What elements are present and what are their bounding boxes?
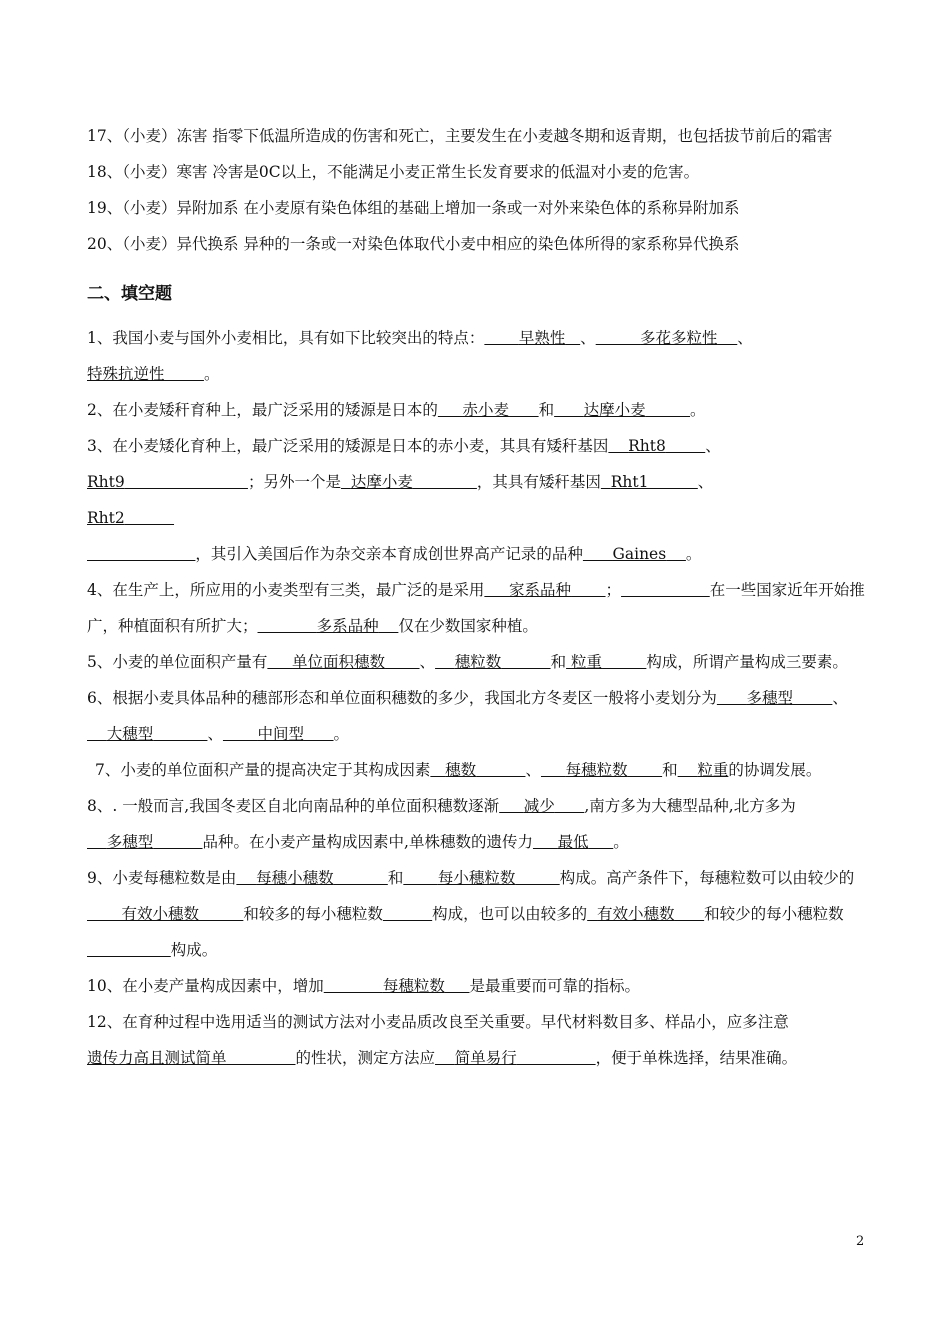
answer-blank (341, 473, 477, 491)
text-run: 、 (832, 689, 848, 707)
text-run: 构成。高产条件下，每穗粒数可以由较少的 (559, 869, 855, 887)
answer-blank (435, 1049, 596, 1067)
page-number: 2 (856, 1234, 865, 1249)
text-run: 早熟性 (518, 329, 566, 347)
text-run: Gaines (612, 545, 667, 563)
text-run: ，其引入美国后作为杂交亲本育成创世界高产记录的品种 (195, 545, 583, 563)
answer-blank (484, 329, 580, 347)
text-run: Rht1 (610, 473, 649, 491)
text-run: 和 (538, 401, 555, 419)
question-5 (87, 644, 865, 680)
answer-blank (87, 365, 204, 383)
question-6 (87, 680, 865, 752)
text-run: 、 (697, 473, 714, 491)
text-run: 。 (613, 833, 629, 851)
answer-blank (608, 437, 705, 455)
question-3 (87, 428, 865, 572)
text-run: 仅在少数国家种植。 (398, 617, 538, 635)
text-run: 简单易行 (454, 1049, 517, 1067)
answer-blank (484, 581, 605, 599)
text-run: 12、在育种过程中选用适当的测试方法对小麦品质改良至关重要。早代材料数目多、样品小，应多注意 (87, 1013, 789, 1031)
answer-blank (87, 941, 171, 959)
text-run: 构成，也可以由较多的 (432, 905, 588, 923)
answer-blank (87, 473, 248, 491)
question-2 (87, 392, 865, 428)
text-run: 9、小麦每穗粒数是由 (87, 869, 237, 887)
text-run: 4、在生产上，所应用的小麦类型有三类，最广泛的是采用 (87, 581, 485, 599)
text-run: 达摩小麦 (350, 473, 413, 491)
answer-blank (583, 545, 686, 563)
text-run: 在一些国家近年开始推广，种植面积有所扩大； (87, 581, 865, 635)
text-run: 多花多粒性 (640, 329, 718, 347)
question-1 (87, 320, 865, 392)
text-run: 、 (525, 761, 541, 779)
answer-blank (267, 653, 419, 671)
question-12 (87, 1004, 865, 1076)
term-20: 20、（小麦）异代换系 异种的一条或一对染色体取代小麦中相应的染色体所得的家系称异代换系 (87, 235, 740, 253)
text-run: 穗粒数 (454, 653, 502, 671)
text-run: 和较少的每小穗粒数 (704, 905, 844, 923)
text-run: 每穗粒数 (382, 977, 445, 995)
text-run: 粒重 (697, 761, 729, 779)
answer-blank (438, 401, 539, 419)
text-run: 多系品种 (316, 617, 379, 635)
answer-blank (403, 869, 559, 887)
text-run: 多穗型 (746, 689, 793, 707)
answer-blank (324, 977, 470, 995)
answer-blank (87, 905, 243, 923)
answer-blank (541, 761, 662, 779)
text-run: 减少 (523, 797, 555, 815)
text-run: 特殊抗逆性 (87, 365, 165, 383)
answer-blank (87, 545, 195, 563)
answer-blank (435, 653, 551, 671)
answer-blank (87, 509, 174, 527)
text-run: 有效小穗数 (597, 905, 675, 923)
question-7 (87, 752, 865, 788)
question-4 (87, 572, 865, 644)
text-run: ； (605, 581, 622, 599)
answer-blank (554, 401, 690, 419)
text-run: 、 (419, 653, 436, 671)
answer-blank (87, 725, 207, 743)
text-run: 、 (580, 329, 596, 347)
text-run: 。 (333, 725, 350, 743)
text-run: 、 (737, 329, 753, 347)
text-run: 每穗粒数 (565, 761, 628, 779)
text-run: ；另外一个是 (247, 473, 341, 491)
text-run: 大穗型 (106, 725, 154, 743)
text-run: 遗传力高且测试简单 (87, 1049, 227, 1067)
section-title: 二、填空题 (87, 284, 172, 304)
text-run: 。 (685, 545, 702, 563)
text-run: 5、小麦的单位面积产量有 (87, 653, 268, 671)
answer-blank (383, 905, 432, 923)
term-17: 17、（小麦）冻害 指零下低温所造成的伤害和死亡，主要发生在小麦越冬期和返青期，也包括拔节前后的霜害 (87, 127, 833, 145)
question-10 (87, 968, 865, 1004)
text-run: 。 (203, 365, 220, 383)
text-run: 。 (690, 401, 706, 419)
text-run: 和较多的每小穗粒数 (243, 905, 383, 923)
text-run: 粒重 (571, 653, 603, 671)
text-run: 穗数 (445, 761, 477, 779)
text-run: Rht9 (87, 473, 125, 491)
answer-blank (621, 581, 710, 599)
text-run: 品种。在小麦产量构成因素中,单株穗数的遗传力 (202, 833, 533, 851)
text-run: 有效小穗数 (121, 905, 200, 923)
answer-blank (499, 797, 584, 815)
text-run: 6、根据小麦具体品种的穗部形态和单位面积穗数的多少，我国北方冬麦区一般将小麦划分为 (87, 689, 717, 707)
answer-blank (587, 905, 704, 923)
text-run: ，其具有矮秆基因 (476, 473, 601, 491)
answer-blank (601, 473, 698, 491)
text-run: 和 (662, 761, 678, 779)
text-run: 赤小麦 (462, 401, 510, 419)
answer-blank (566, 653, 646, 671)
text-run: 每小穗粒数 (437, 869, 516, 887)
answer-blank (596, 329, 738, 347)
text-run: 的性状，测定方法应 (295, 1049, 436, 1067)
answer-blank (87, 1049, 296, 1067)
text-run: 、 (705, 437, 721, 455)
text-run: 家系品种 (509, 581, 572, 599)
term-18: 18、（小麦）寒害 冷害是0C以上，不能满足小麦正常生长发育要求的低温对小麦的危害。 (87, 163, 700, 181)
text-run: 3、在小麦矮化育种上，最广泛采用的矮源是日本的赤小麦，其具有矮秆基因 (87, 437, 609, 455)
answer-blank (533, 833, 613, 851)
page-content (87, 118, 865, 1076)
answer-blank (678, 761, 729, 779)
text-run: 达摩小麦 (583, 401, 646, 419)
term-19: 19、（小麦）异附加系 在小麦原有染色体组的基础上增加一条或一对外来染色体的系称异附加系 (87, 199, 740, 217)
text-run: 构成，所谓产量构成三要素。 (646, 653, 848, 671)
text-run: 8、. 一般而言,我国冬麦区自北向南品种的单位面积穗数逐渐 (87, 797, 500, 815)
text-run: 单位面积穗数 (292, 653, 386, 671)
question-8 (87, 788, 865, 860)
text-run: 、 (207, 725, 223, 743)
text-run: ，便于单株选择，结果准确。 (595, 1049, 798, 1067)
text-run: 10、在小麦产量构成因素中，增加 (87, 977, 324, 995)
text-run: 2、在小麦矮秆育种上，最广泛采用的矮源是日本的 (87, 401, 438, 419)
answer-blank (717, 689, 833, 707)
answer-blank (430, 761, 525, 779)
answer-blank (258, 617, 399, 635)
text-run: 构成。 (170, 941, 218, 959)
text-run: 是最重要而可靠的指标。 (469, 977, 641, 995)
question-9 (87, 860, 865, 968)
text-run: 最低 (557, 833, 589, 851)
text-run: ,南方多为大穗型品种,北方多为 (584, 797, 796, 815)
text-run: 多穗型 (106, 833, 154, 851)
text-run: 中间型 (257, 725, 304, 743)
text-run: 和 (550, 653, 567, 671)
text-run: 1、我国小麦与国外小麦相比，具有如下比较突出的特点： (87, 329, 485, 347)
text-run: 7、小麦的单位面积产量的提高决定于其构成因素 (95, 761, 431, 779)
text-run: Rht2 (87, 509, 125, 527)
answer-blank (236, 869, 387, 887)
answer-blank (87, 833, 203, 851)
text-run: 每穗小穗数 (256, 869, 334, 887)
answer-blank (223, 725, 334, 743)
text-run: Rht8 (628, 437, 666, 455)
text-run: 和 (387, 869, 404, 887)
text-run: 的协调发展。 (728, 761, 822, 779)
